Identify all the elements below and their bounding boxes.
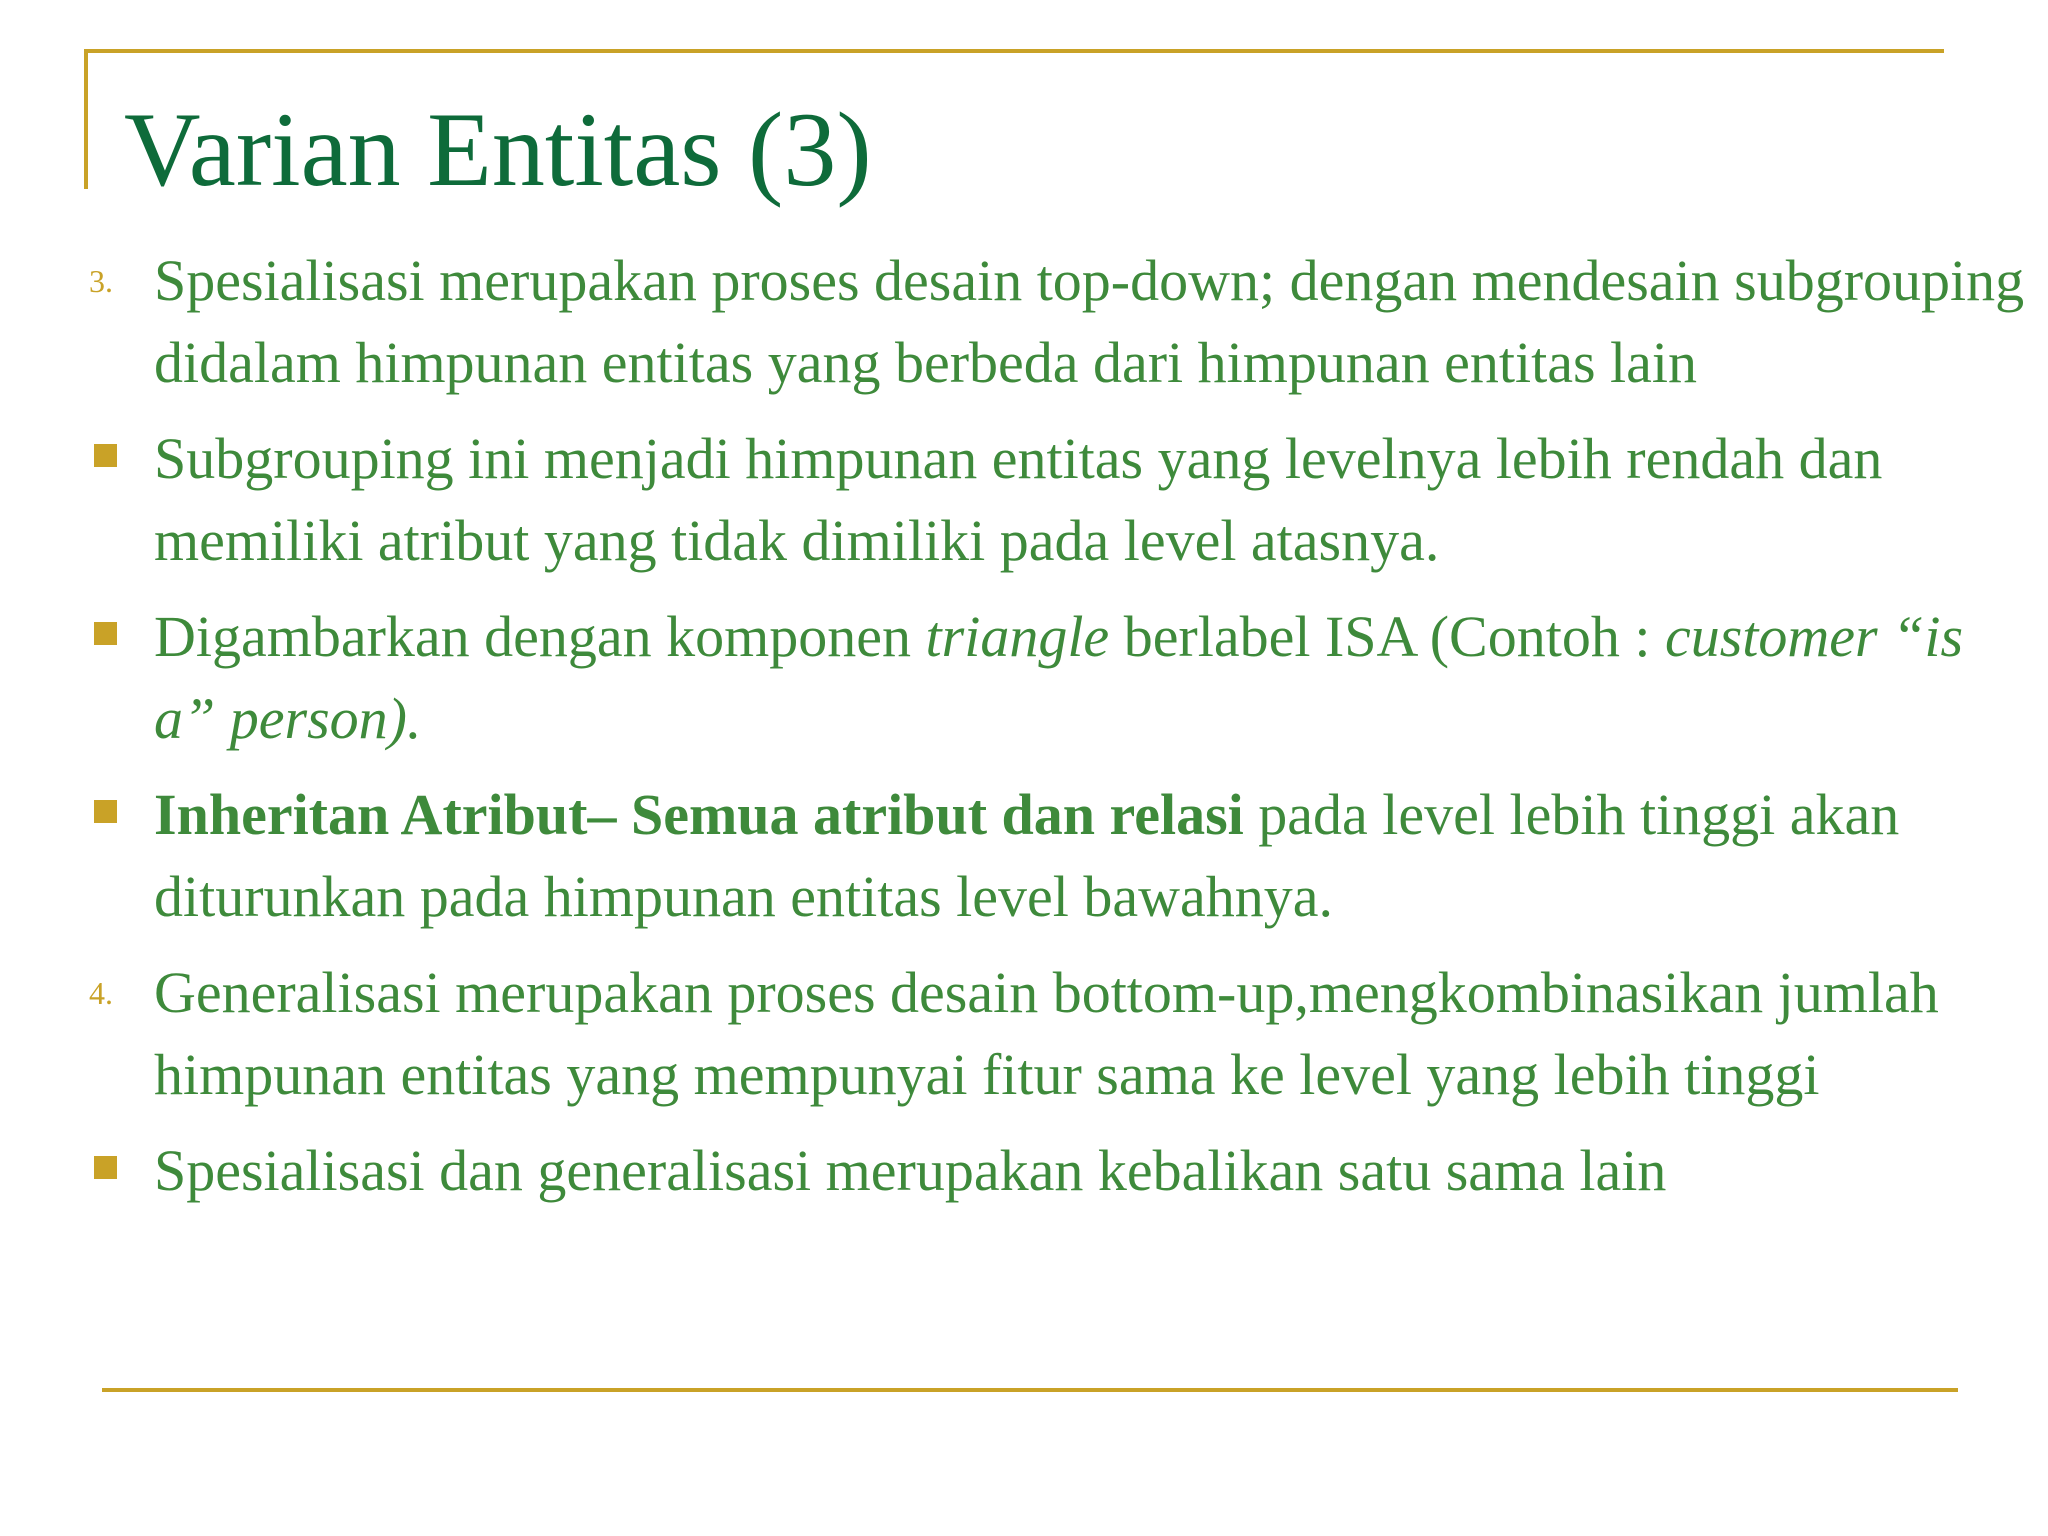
list-item-inverse bbox=[86, 1130, 2026, 1212]
item-text: pada level lebih tinggi akan diturunkan pada himpunan entitas level bawahnya. bbox=[154, 782, 1900, 929]
item-text-before: Digambarkan dengan komponen bbox=[154, 604, 926, 669]
item-italic-triangle: triangle bbox=[925, 604, 1110, 669]
item-text: Subgrouping ini menjadi himpunan entitas yang levelnya lebih rendah dan memiliki atribut yang tidak dimiliki pada level atasnya. bbox=[154, 426, 1883, 573]
list-number: 3. bbox=[89, 263, 113, 299]
square-bullet-icon bbox=[94, 622, 117, 645]
list-number: 4. bbox=[89, 975, 113, 1011]
frame-left-border bbox=[84, 49, 88, 189]
square-bullet-icon bbox=[94, 800, 117, 823]
slide-content bbox=[86, 240, 2026, 1212]
slide-title: Varian Entitas (3) bbox=[124, 91, 872, 208]
item-text: Generalisasi merupakan proses desain bottom-up,mengkombinasikan jumlah himpunan entitas yang mempunyai fitur sama ke level yang lebih tinggi bbox=[154, 960, 1939, 1107]
frame-top-border bbox=[84, 49, 1944, 53]
list-item-generalization bbox=[86, 952, 2026, 1116]
square-bullet-icon bbox=[94, 1156, 117, 1179]
list-item-specialization bbox=[86, 240, 2026, 404]
list-item-subgrouping bbox=[86, 418, 2026, 582]
list-item-inheritance bbox=[86, 774, 2026, 938]
item-italic-example: customer “is a” person). bbox=[154, 604, 1964, 751]
list-item-triangle bbox=[86, 596, 2026, 760]
item-text-middle: berlabel ISA (Contoh : bbox=[1109, 604, 1665, 669]
square-bullet-icon bbox=[94, 444, 117, 467]
frame-bottom-border bbox=[102, 1388, 1958, 1392]
item-bold-text: Inheritan Atribut– Semua atribut dan relasi bbox=[154, 782, 1244, 847]
item-text: Spesialisasi merupakan proses desain top-down; dengan mendesain subgrouping didalam himpunan entitas yang berbeda dari himpunan entitas lain bbox=[154, 248, 2025, 395]
item-text: Spesialisasi dan generalisasi merupakan kebalikan satu sama lain bbox=[154, 1138, 1667, 1203]
